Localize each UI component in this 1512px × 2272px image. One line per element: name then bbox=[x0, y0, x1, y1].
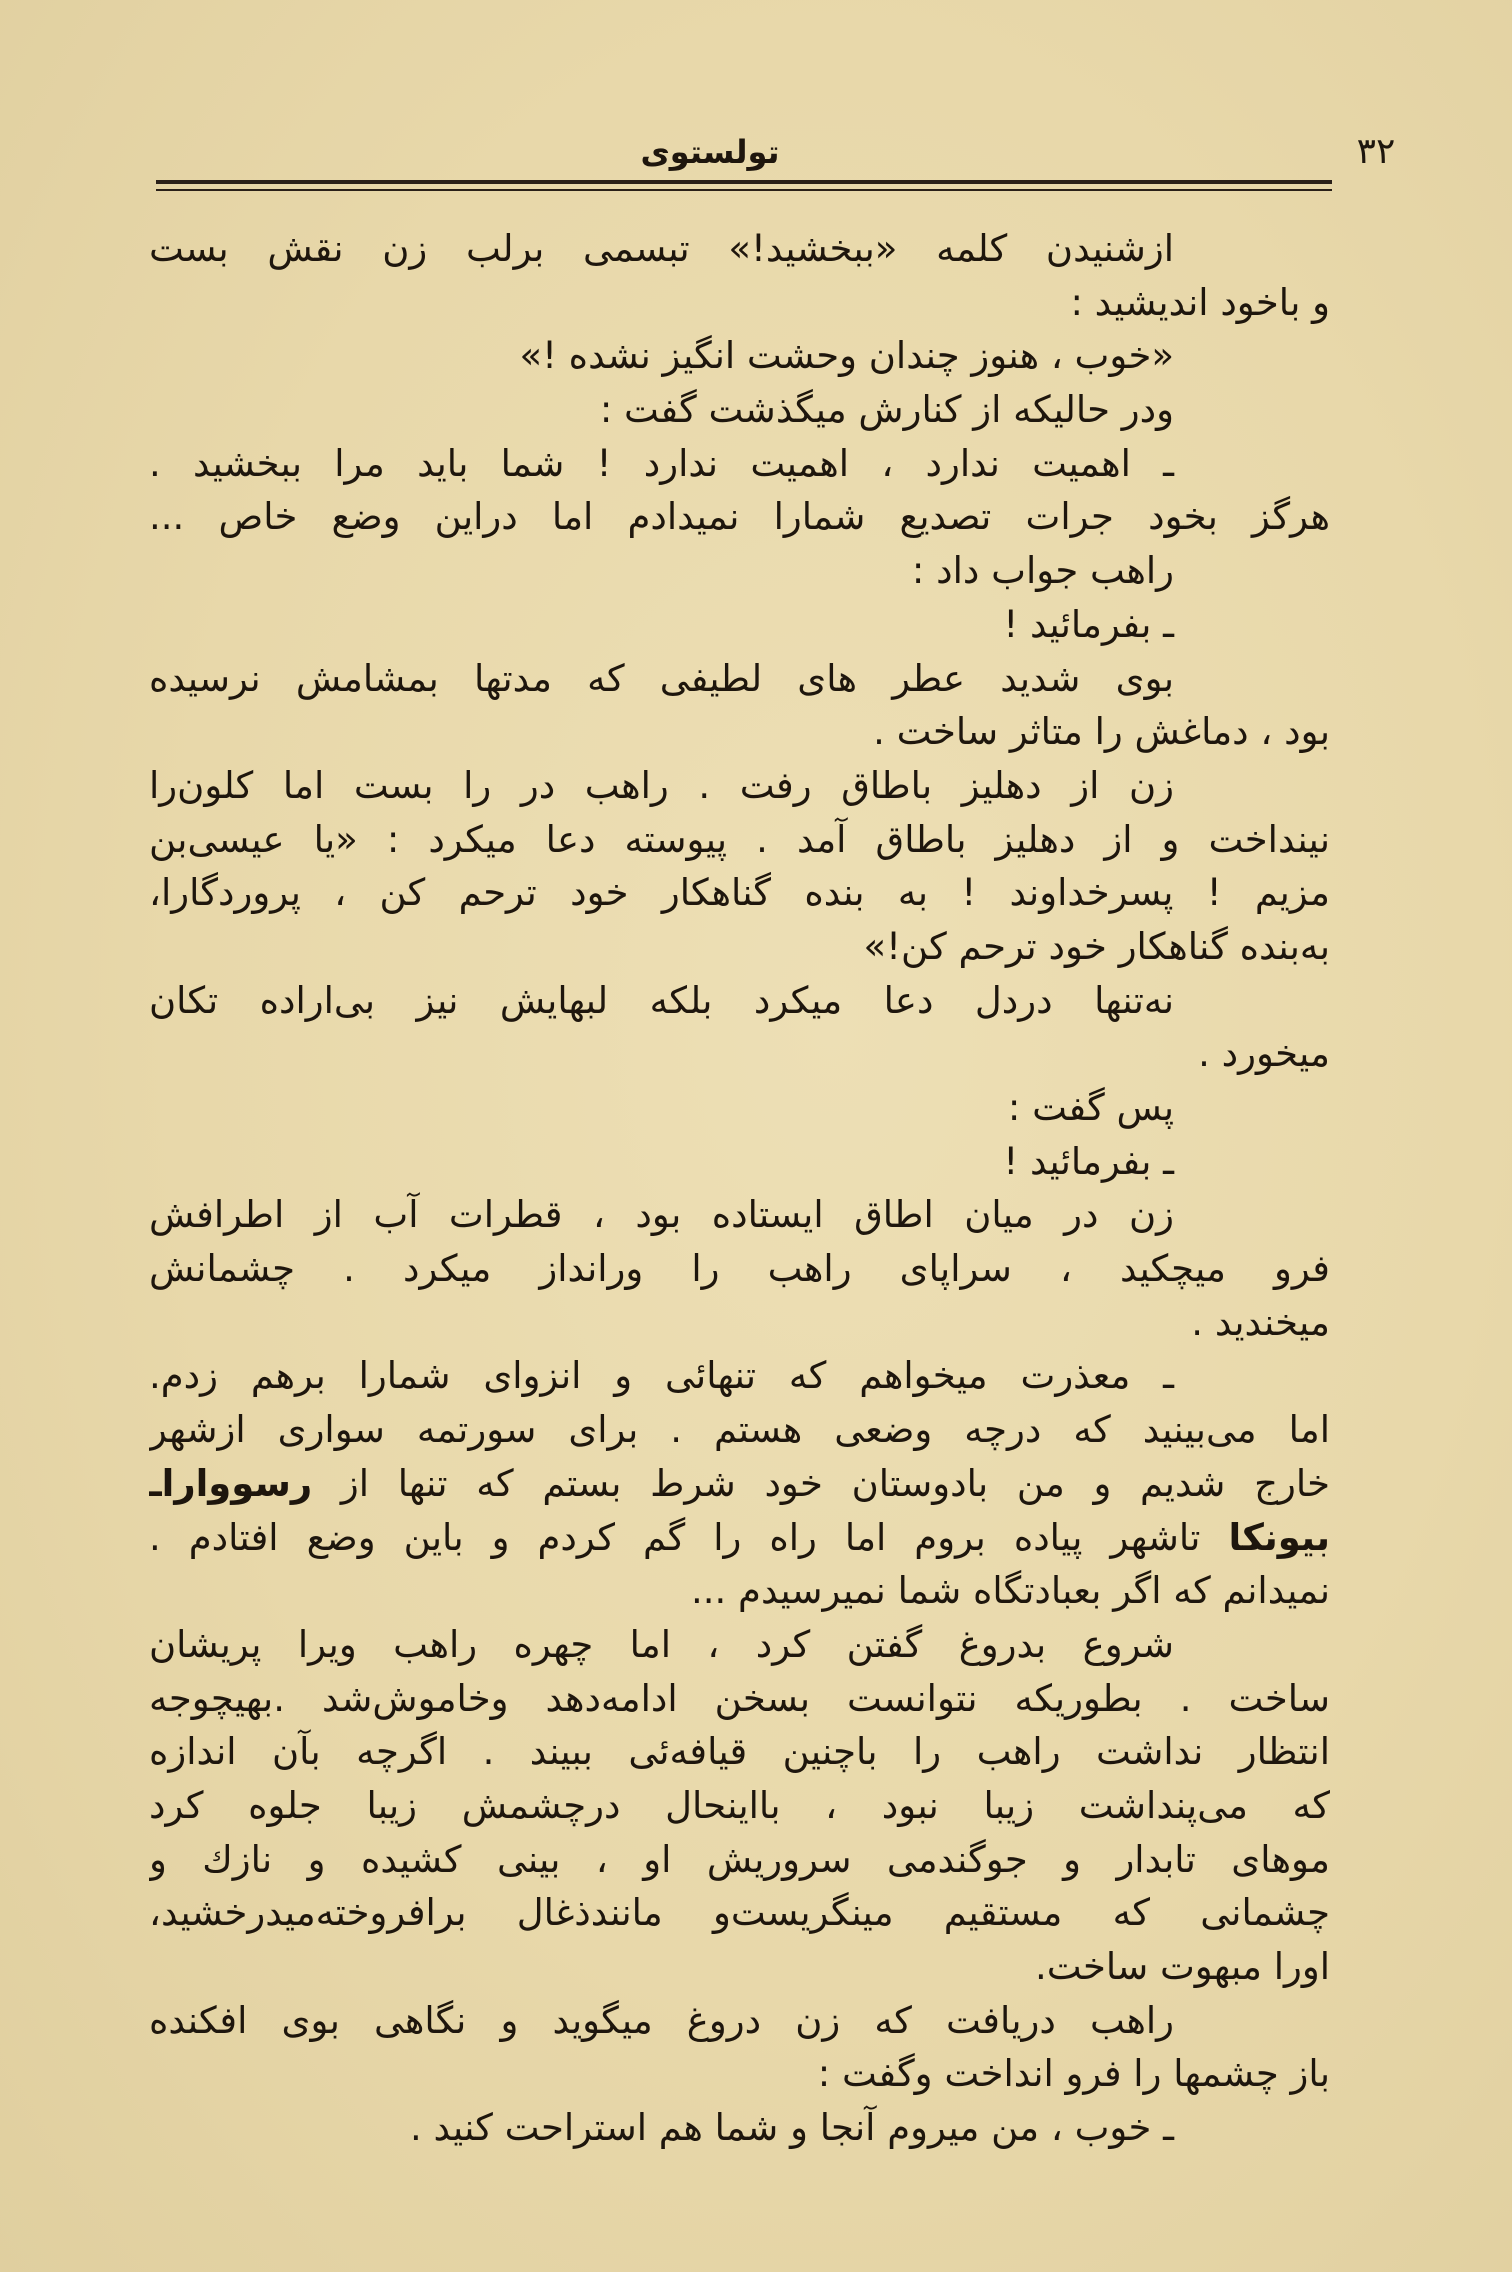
text-line: نینداخت و از دهلیز باطاق آمد . پیوسته دعا میکرد : «یا عیسی‌بن bbox=[149, 817, 1330, 861]
text-line: موهای تابدار و جوگندمی سروریش او ، بینی کشیده و نازك و bbox=[149, 1837, 1330, 1881]
text-line: هرگز بخود جرات تصدیع شمارا نمیدادم اما دراین وضع خاص ... bbox=[149, 495, 1330, 539]
text-line: بود ، دماغش را متاثر ساخت . bbox=[873, 710, 1330, 754]
text-line: میخندید . bbox=[1191, 1300, 1330, 1344]
text-line: راهب جواب داد : bbox=[911, 549, 1174, 593]
text-line: ـ معذرت میخواهم که تنهائی و انزوای شمارا برهم زدم. bbox=[149, 1354, 1174, 1398]
header-rule-thin bbox=[156, 189, 1332, 191]
text-line: شروع بدروغ گفتن کرد ، اما چهره راهب ویرا پریشان bbox=[149, 1622, 1174, 1666]
text-line: مزیم ! پسرخداوند ! به بنده گناهکار خود ترحم کن ، پروردگارا، bbox=[149, 871, 1330, 915]
text-line: ـ اهمیت ندارد ، اهمیت ندارد ! شما باید مرا ببخشید . bbox=[149, 441, 1174, 485]
text-segment: خارج شدیم و من بادوستان خود شرط بستم که تنها از bbox=[312, 1461, 1330, 1505]
text-line: و باخود اندیشید : bbox=[1070, 280, 1330, 324]
text-line: که می‌پنداشت زیبا نبود ، بااینحال درچشمش زیبا جلوه کرد bbox=[149, 1783, 1330, 1827]
text-line bbox=[149, 1457, 1330, 1511]
text-line: نه‌تنها دردل دعا میکرد بلکه لبهایش نیز بی‌اراده تکان bbox=[149, 978, 1174, 1022]
body-text bbox=[149, 222, 1330, 2155]
text-line: «خوب ، هنوز چندان وحشت انگیز نشده !» bbox=[519, 334, 1174, 378]
text-line: ازشنیدن کلمه «ببخشید!» تبسمی برلب زن نقش بست bbox=[149, 227, 1174, 270]
running-title: تولستوی bbox=[640, 133, 780, 171]
header-rule-thick bbox=[156, 180, 1332, 184]
text-segment: تاشهر پیاده بروم اما راه را گم کردم و باین وضع افتادم . bbox=[149, 1515, 1229, 1559]
text-line: ودر حالیکه از کنارش میگذشت گفت : bbox=[599, 388, 1174, 432]
text-line: چشمانی که مستقیم مینگریست‌و مانندذغال برافروخته‌میدرخشید، bbox=[149, 1891, 1330, 1935]
text-line: میخورد . bbox=[1198, 1032, 1330, 1076]
text-line: اورا مبهوت ساخت. bbox=[1034, 1945, 1330, 1988]
text-line: بوی شدید عطر های لطیفی که مدتها بمشامش نرسیده bbox=[149, 656, 1174, 700]
text-line: راهب دریافت که زن دروغ میگوید و نگاهی بوی افکنده bbox=[149, 1998, 1174, 2042]
page-number: ۳۲ bbox=[1356, 131, 1396, 172]
text-line: زن از دهلیز باطاق رفت . راهب در را بست اما کلون‌را bbox=[149, 763, 1174, 807]
text-line: ـ خوب ، من میروم آنجا و شما هم استراحت کنید . bbox=[409, 2106, 1174, 2150]
text-line bbox=[149, 1511, 1330, 1565]
text-line: به‌بنده گناهکار خود ترحم کن!» bbox=[863, 924, 1330, 968]
place-name-bold: بیونکا bbox=[1228, 1515, 1330, 1559]
text-line: ـ بفرمائید ! bbox=[1003, 1139, 1174, 1183]
text-line: ساخت . بطوریکه نتوانست بسخن ادامه‌دهد وخاموش‌شد .بهیچوجه bbox=[149, 1676, 1330, 1720]
text-line: باز چشمها را فرو انداخت وگفت : bbox=[817, 2052, 1330, 2096]
text-line: اما می‌بینید که درچه وضعی هستم . برای سورتمه سواری ازشهر bbox=[149, 1408, 1330, 1452]
text-line: زن در میان اطاق ایستاده بود ، قطرات آب از اطرافش bbox=[149, 1193, 1174, 1237]
place-name-bold: رسوواراـ bbox=[149, 1461, 313, 1505]
text-line: انتظار نداشت راهب را باچنین قیافه‌ئی ببیند . اگرچه بآن اندازه bbox=[149, 1730, 1330, 1774]
text-line: ـ بفرمائید ! bbox=[1003, 602, 1174, 646]
text-line: فرو میچکید ، سراپای راهب را ورانداز میکرد . چشمانش bbox=[149, 1247, 1330, 1291]
text-line: پس گفت : bbox=[1007, 1086, 1174, 1129]
text-line: نمیدانم که اگر بعبادتگاه شما نمیرسیدم ... bbox=[691, 1569, 1330, 1613]
running-header bbox=[0, 126, 1512, 178]
